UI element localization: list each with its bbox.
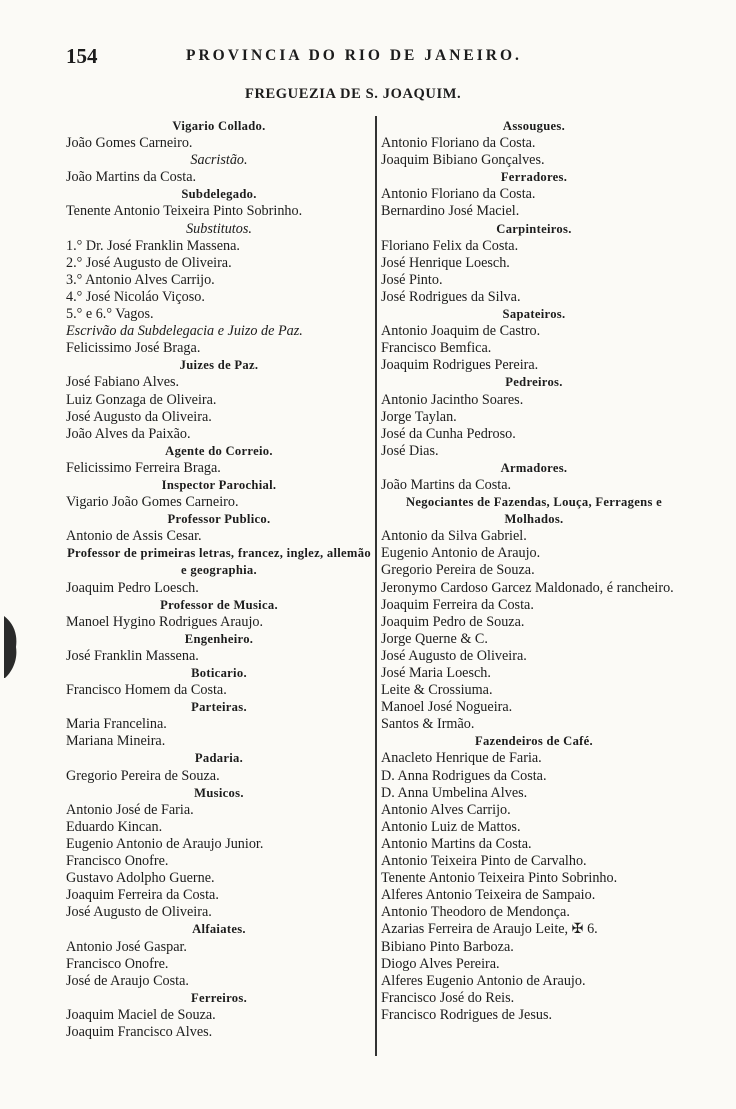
list-entry: José Pinto. (381, 271, 443, 288)
list-entry: Gregorio Pereira de Souza. (381, 562, 535, 579)
list-entry: Mariana Mineira. (66, 733, 166, 750)
list-entry: Gustavo Adolpho Guerne. (66, 870, 215, 887)
section-heading: Pedreiros. (505, 375, 563, 390)
section-heading: Negociantes de Fazendas, Louça, Ferragens e Molhados. (406, 495, 662, 527)
list-entry: Joaquim Ferreira da Costa. (381, 596, 534, 613)
list-entry: Antonio José de Faria. (66, 801, 194, 818)
list-entry: Antonio Theodoro de Mendonça. (381, 904, 570, 921)
list-entry: José Rodrigues da Silva. (381, 288, 521, 305)
section-heading: Sapateiros. (502, 307, 566, 322)
list-entry: Alferes Antonio Teixeira de Sampaio. (381, 887, 596, 904)
list-entry: Diogo Alves Pereira. (381, 955, 500, 972)
section-heading: Boticario. (191, 666, 247, 680)
list-entry: Joaquim Pedro Loesch. (66, 579, 199, 596)
list-entry: Antonio Floriano da Costa. (381, 135, 536, 152)
section-title: FREGUEZIA DE S. JOAQUIM. (245, 86, 462, 102)
list-entry: José Dias. (381, 442, 439, 459)
section-heading: Juizes de Paz. (179, 358, 259, 373)
list-entry: Bernardino José Maciel. (381, 203, 520, 220)
list-entry: Antonio Luiz de Mattos. (381, 818, 521, 835)
list-entry: Francisco Rodrigues de Jesus. (381, 1006, 553, 1023)
list-entry: Azarias Ferreira de Araujo Leite, ✠ 6. (381, 921, 598, 938)
list-entry: Jorge Querne & C. (381, 630, 488, 647)
list-entry: 3.° Antonio Alves Carrijo. (66, 271, 215, 288)
section-heading: Inspector Parochial. (161, 477, 277, 492)
list-entry: Antonio Martins da Costa. (381, 835, 532, 852)
list-entry: Vigario João Gomes Carneiro. (66, 494, 239, 511)
list-entry: Joaquim Rodrigues Pereira. (381, 357, 539, 374)
section-heading: Escrivão da Subdelegacia e Juizo de Paz. (66, 323, 303, 340)
list-entry: Antonio Alves Carrijo. (381, 801, 511, 818)
section-heading: Professor Publico. (167, 512, 271, 527)
list-entry: Tenente Antonio Teixeira Pinto Sobrinho. (381, 870, 618, 887)
list-entry: Luiz Gonzaga de Oliveira. (66, 391, 217, 408)
list-entry: Gregorio Pereira de Souza. (66, 767, 220, 784)
list-entry: José Augusto da Oliveira. (66, 408, 212, 425)
list-entry: José Maria Loesch. (381, 665, 491, 681)
list-entry: Antonio Floriano da Costa. (381, 186, 536, 203)
list-entry: José Henrique Loesch. (381, 254, 510, 271)
left-column (66, 118, 372, 1041)
list-entry: José Augusto de Oliveira. (66, 904, 212, 921)
running-head: PROVINCIA DO RIO DE JANEIRO. (186, 47, 522, 64)
section-heading: Vigario Collado. (172, 119, 266, 133)
list-entry: Joaquim Ferreira da Costa. (66, 887, 219, 904)
list-entry: Antonio Teixeira Pinto de Carvalho. (381, 853, 587, 870)
section-heading: Professor de Musica. (160, 597, 278, 612)
list-entry: Felicissimo Ferreira Braga. (66, 459, 221, 476)
list-entry: João Alves da Paixão. (66, 425, 191, 442)
list-entry: Bibiano Pinto Barboza. (381, 938, 514, 955)
list-entry: Manoel José Nogueira. (381, 699, 513, 716)
section-heading: Sacristão. (190, 152, 248, 169)
section-heading: Assougues. (502, 119, 566, 133)
list-entry: Antonio Jacintho Soares. (381, 391, 524, 408)
list-entry: Antonio Joaquim de Castro. (381, 323, 541, 340)
list-entry: João Martins da Costa. (381, 476, 512, 493)
section-heading: Agente do Correio. (165, 443, 273, 458)
list-entry: Joaquim Francisco Alves. (66, 1023, 213, 1040)
list-entry: Eduardo Kincan. (66, 818, 163, 835)
section-heading: Parteiras. (191, 700, 247, 715)
list-entry: Francisco José do Reis. (381, 989, 515, 1006)
list-entry: Manoel Hygino Rodrigues Araujo. (66, 613, 264, 630)
list-entry: Santos & Irmão. (381, 716, 475, 733)
section-heading: Engenheiro. (184, 631, 254, 646)
list-entry: Tenente Antonio Teixeira Pinto Sobrinho. (66, 203, 303, 220)
page-number: 154 (66, 44, 98, 68)
list-entry: José Fabiano Alves. (66, 374, 180, 391)
list-entry: Jeronymo Cardoso Garcez Maldonado, é rancheiro. (381, 579, 674, 596)
list-entry: Francisco Homem da Costa. (66, 682, 227, 699)
list-entry: Joaquim Pedro de Souza. (381, 613, 525, 630)
list-entry: José Augusto de Oliveira. (381, 647, 527, 664)
list-entry: Joaquim Bibiano Gonçalves. (381, 152, 545, 169)
section-heading: Fazendeiros de Café. (474, 734, 594, 749)
list-entry: João Gomes Carneiro. (66, 135, 193, 152)
list-entry: 5.° e 6.° Vagos. (66, 306, 154, 323)
list-entry: José da Cunha Pedroso. (381, 425, 516, 442)
list-entry: Anacleto Henrique de Faria. (381, 750, 542, 767)
list-entry: D. Anna Rodrigues da Costa. (381, 767, 547, 784)
section-heading: Carpinteiros. (496, 221, 572, 236)
section-heading: Ferradores. (500, 170, 568, 185)
section-heading: Ferreiros. (190, 990, 248, 1005)
list-entry: Floriano Felix da Costa. (381, 237, 519, 254)
list-entry: Felicissimo José Braga. (66, 340, 201, 357)
ink-blot-mark (2, 612, 20, 682)
list-entry: 4.° José Nicoláo Viçoso. (66, 288, 205, 305)
right-column (381, 118, 687, 1024)
section-heading: Musicos. (194, 785, 244, 800)
section-heading: Armadores. (500, 460, 568, 475)
list-entry: Jorge Taylan. (381, 408, 457, 425)
list-entry: Francisco Onofre. (66, 853, 169, 870)
column-divider (375, 116, 377, 1056)
list-entry: Eugenio Antonio de Araujo. (381, 545, 541, 562)
list-entry: Antonio José Gaspar. (66, 938, 187, 955)
section-heading: Subdelegado. (181, 187, 257, 202)
list-entry: Leite & Crossiuma. (381, 682, 493, 699)
list-entry: Eugenio Antonio de Araujo Junior. (66, 835, 264, 852)
section-heading: Padaria. (194, 751, 244, 766)
list-entry: Maria Francelina. (66, 716, 167, 733)
section-heading: Substitutos. (186, 220, 252, 237)
list-entry: Francisco Bemfica. (381, 340, 492, 357)
section-heading: Professor de primeiras letras, francez, inglez, allemão e geographia. (67, 546, 371, 578)
list-entry: D. Anna Umbelina Alves. (381, 784, 528, 801)
list-entry: Alferes Eugenio Antonio de Araujo. (381, 972, 586, 989)
list-entry: Antonio da Silva Gabriel. (381, 528, 527, 545)
list-entry: José de Araujo Costa. (66, 972, 189, 989)
list-entry: José Franklin Massena. (66, 647, 199, 664)
list-entry: 1.° Dr. José Franklin Massena. (66, 237, 240, 254)
list-entry: Francisco Onofre. (66, 955, 169, 972)
list-entry: Antonio de Assis Cesar. (66, 528, 202, 545)
list-entry: João Martins da Costa. (66, 169, 197, 186)
list-entry: 2.° José Augusto de Oliveira. (66, 254, 232, 271)
list-entry: Joaquim Maciel de Souza. (66, 1006, 216, 1023)
section-heading: Alfaiates. (192, 922, 246, 937)
